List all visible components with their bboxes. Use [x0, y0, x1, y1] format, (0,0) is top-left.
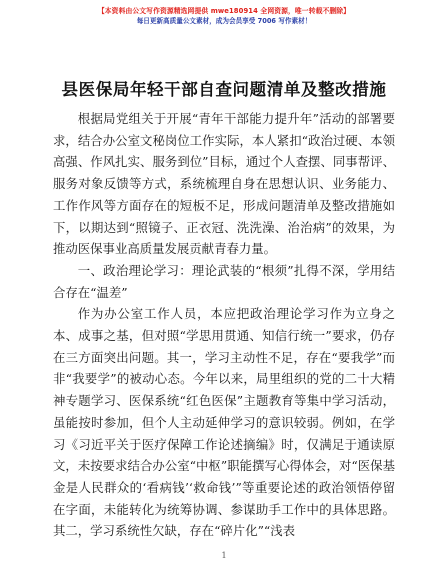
section-heading: 一、政治理论学习：理论武装的“根须”扎得不深，学用结合存在“温差”	[53, 262, 395, 300]
document-body	[53, 108, 395, 542]
banner-line-1: 【本资料由公文写作资源精选网提供 mwe180914 全网资源，唯一转载不删除】	[97, 7, 351, 15]
page-number: 1	[221, 551, 227, 560]
document-title: 县医保局年轻干部自查问题清单及整改措施	[61, 80, 387, 99]
header-banner	[0, 6, 448, 26]
intro-paragraph: 根据局党组关于开展“青年干部能力提升年”活动的部署要求，结合办公室文秘岗位工作实际，本人紧扣“政治过硬、本领高强、作风扎实、服务到位”目标，通过个人查摆、同事帮评、服务对象反馈等方式，系统梳理自身在思想认识、业务能力、工作作风等方面存在的短板不足，形成问题清单及整改措施如下，以期达到“照镜子、正衣冠、洗洗澡、治治病”的效果，为推动医保事业高质量发展贡献青春力量。	[53, 111, 395, 257]
banner-line-2: 每日更新高质量公文素材，成为会员享受 7006 写作素材！	[136, 17, 312, 25]
body-paragraph: 作为办公室工作人员，本应把政治理论学习作为立身之本、成事之基，但对照“学思用贯通、知信行统一”要求，仍存在三方面突出问题。其一，学习主动性不足，存在“要我学”而非“我要学”的被动心态。今年以来，局里组织的党的二十大精神专题学习、医保系统“红色医保”主题教育等集中学习活动，虽能按时参加，但个人主动延伸学习的意识较弱。例如，在学习《习近平关于医疗保障工作论述摘编》时，仅满足于通读原文，未按要求结合办公室“中枢”职能撰写心得体会，对“医保基金是人民群众的‘看病钱’‘救命钱’”等重要论述的政治领悟停留在字面，未能转化为统筹协调、参谋助手工作中的具体思路。其二，学习系统性欠缺，存在“碎片化”“浅表	[53, 306, 395, 539]
